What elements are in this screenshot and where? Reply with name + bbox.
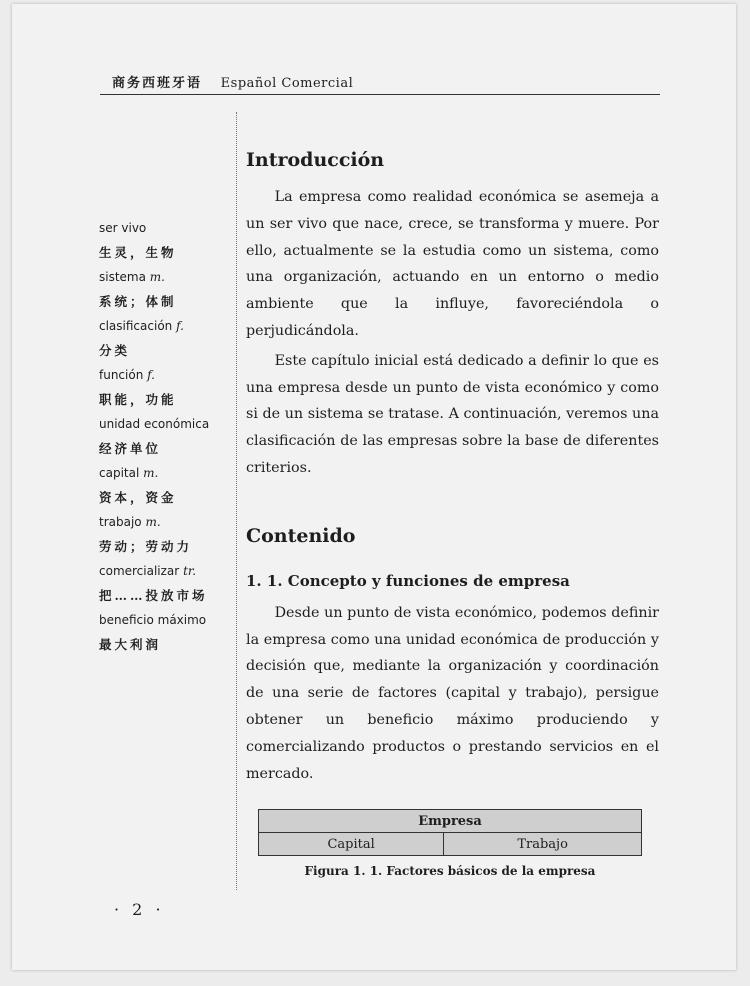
header-rule [100, 94, 660, 95]
heading-contenido: Contenido [246, 524, 356, 547]
glossary-term [99, 314, 234, 339]
glossary-text: sistema [99, 270, 146, 284]
glossary-term [99, 608, 234, 633]
glossary-term [99, 461, 234, 486]
glossary-term [99, 559, 234, 584]
glossary-term [99, 216, 234, 241]
table-cell-capital: Capital [259, 833, 444, 856]
glossary-text: 生灵，生物 [99, 244, 177, 260]
intro-paragraph-2: Este capítulo inicial está dedicado a definir lo que es una empresa desde un punto de vista económico y como si de un sistema se tratase. A continuación, veremos una clasificación de las empresas sobre la base de diferentes criterios. [246, 352, 659, 476]
margin-divider [236, 112, 237, 890]
glossary-translation [99, 535, 234, 560]
margin-glossary [99, 216, 234, 657]
glossary-text: 系统；体制 [99, 293, 177, 309]
glossary-term [99, 363, 234, 388]
glossary-translation [99, 290, 234, 315]
header-title-chinese: 商务西班牙语 [112, 76, 203, 91]
glossary-text: 把……投放市场 [99, 587, 208, 603]
glossary-term [99, 510, 234, 535]
glossary-text: 最大利润 [99, 636, 162, 652]
header-title-spanish: Español Comercial [220, 76, 354, 91]
glossary-text: 分类 [99, 342, 131, 358]
running-header [112, 72, 353, 91]
glossary-text: 劳动；劳动力 [99, 538, 193, 554]
factors-table [258, 809, 642, 856]
glossary-text: clasificación [99, 319, 173, 333]
glossary-term [99, 412, 234, 437]
figure-caption: Figura 1. 1. Factores básicos de la empresa [304, 864, 596, 879]
heading-section-1-1: 1. 1. Concepto y funciones de empresa [246, 571, 570, 590]
glossary-text: unidad económica [99, 417, 210, 431]
glossary-translation [99, 339, 234, 364]
heading-introduccion: Introducción [246, 149, 385, 171]
intro-paragraph-1: La empresa como realidad económica se asemeja a un ser vivo que nace, crece, se transforma y muere. Por ello, actualmente se la estudia como un sistema, como una organización, actuando en un entorno o medio ambiente que la influye, favoreciéndola o perjudicándola. [246, 189, 659, 339]
glossary-part-of-speech: f. [176, 319, 184, 333]
glossary-term [99, 265, 234, 290]
glossary-part-of-speech: m. [143, 466, 159, 480]
glossary-part-of-speech: m. [149, 270, 165, 284]
glossary-translation [99, 486, 234, 511]
table-header-empresa: Empresa [259, 810, 642, 833]
glossary-translation [99, 633, 234, 658]
glossary-text: 资本，资金 [99, 489, 177, 505]
page-number: · 2 · [114, 900, 165, 919]
glossary-text: beneficio máximo [99, 613, 207, 627]
glossary-translation [99, 388, 234, 413]
glossary-text: 职能，功能 [99, 391, 177, 407]
main-text-column [246, 146, 659, 878]
glossary-translation [99, 584, 234, 609]
glossary-text: función [99, 368, 144, 382]
section-1-1-paragraph: Desde un punto de vista económico, podemos definir la empresa como una unidad económica de producción y decisión que, mediante la organización y coordinación de una serie de factores (capital y trabajo), persigue obtener un beneficio máximo produciendo y comercializando productos o prestando servicios en el mercado. [246, 604, 659, 782]
glossary-translation [99, 241, 234, 266]
glossary-text: ser vivo [99, 221, 147, 235]
glossary-text: 经济单位 [99, 440, 162, 456]
figure-1-1 [258, 809, 642, 878]
glossary-text: capital [99, 466, 140, 480]
glossary-part-of-speech: tr. [183, 564, 197, 578]
glossary-part-of-speech: f. [147, 368, 155, 382]
glossary-translation [99, 437, 234, 462]
glossary-part-of-speech: m. [145, 515, 161, 529]
glossary-text: trabajo [99, 515, 142, 529]
glossary-text: comercializar [99, 564, 180, 578]
table-cell-trabajo: Trabajo [444, 833, 642, 856]
